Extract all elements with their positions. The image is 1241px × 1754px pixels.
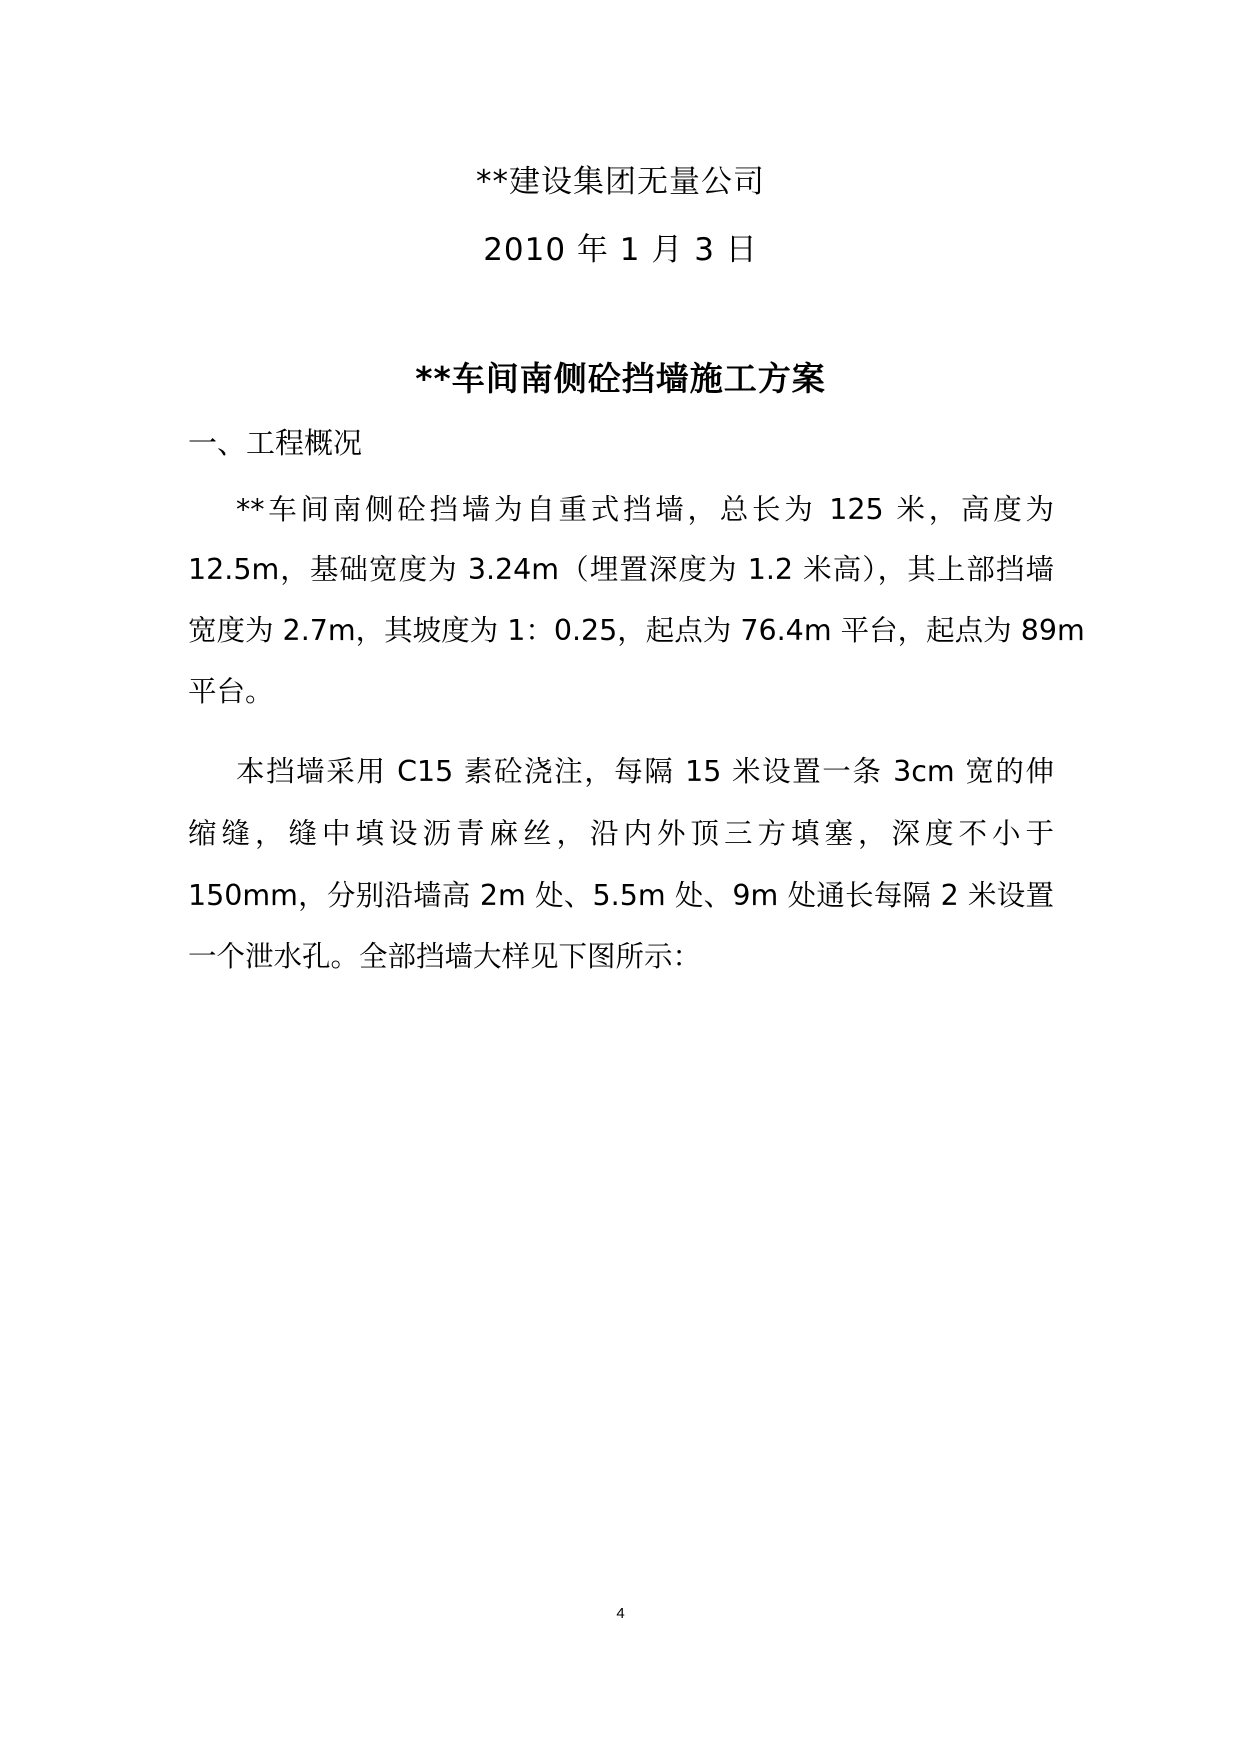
paragraph-line: 平台。 xyxy=(188,675,274,708)
paragraph-line: 本挡墙采用 C15 素砼浇注，每隔 15 米设置一条 3cm 宽的伸 xyxy=(236,755,1054,788)
section-heading-overview: 一、工程概况 xyxy=(188,426,363,460)
paragraph-line: 一个泄水孔。全部挡墙大样见下图所示： xyxy=(188,940,702,973)
document-date: 2010 年 1 月 3 日 xyxy=(483,232,758,268)
page-number: 4 xyxy=(616,1605,625,1622)
paragraph-line: 150mm，分别沿墙高 2m 处、5.5m 处、9m 处通长每隔 2 米设置 xyxy=(188,879,1054,912)
paragraph-line: **车间南侧砼挡墙为自重式挡墙，总长为 125 米，高度为 xyxy=(236,493,1054,526)
company-name: **建设集团无量公司 xyxy=(476,164,765,200)
paragraph-line: 12.5m，基础宽度为 3.24m（埋置深度为 1.2 米高），其上部挡墙 xyxy=(188,553,1054,586)
document-title: **车间南侧砼挡墙施工方案 xyxy=(415,359,826,398)
paragraph-line: 宽度为 2.7m，其坡度为 1：0.25，起点为 76.4m 平台，起点为 89m xyxy=(188,614,1085,647)
paragraph-line: 缩缝，缝中填设沥青麻丝，沿内外顶三方填塞，深度不小于 xyxy=(188,817,1054,850)
